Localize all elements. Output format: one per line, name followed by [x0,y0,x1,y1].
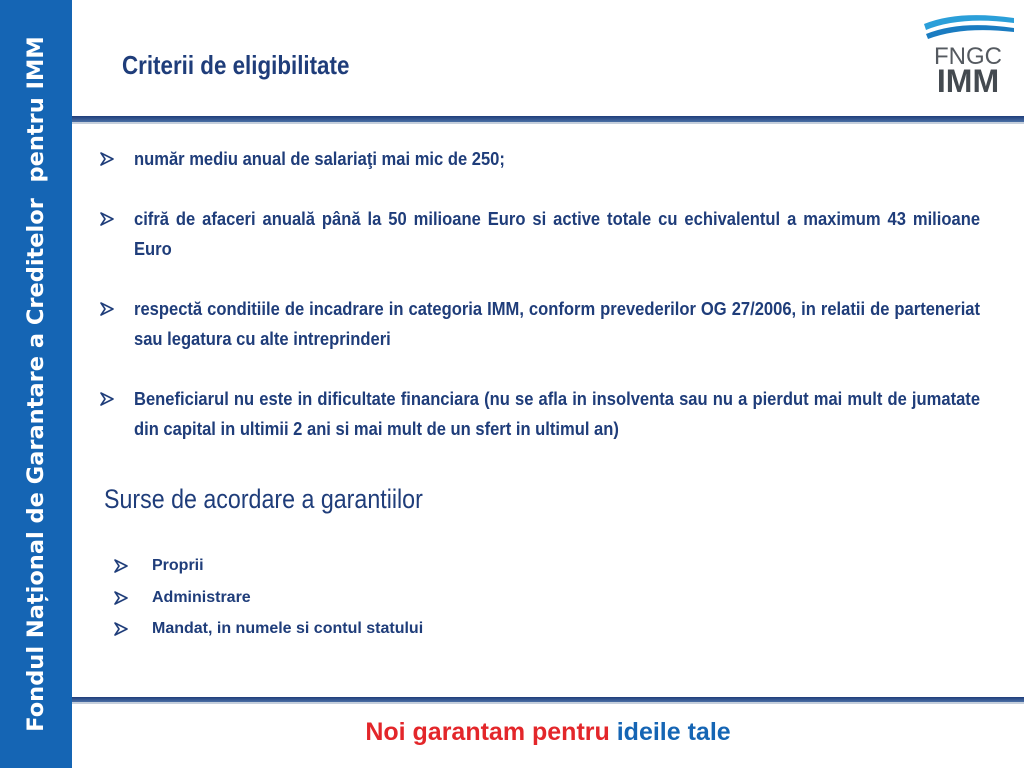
slogan-part-blue: ideile tale [616,718,731,746]
criterion-text: respectă conditiile de incadrare in categoria IMM, conform prevederilor OG 27/2006, in relatii de parteneriat sau legatura cu alte intreprinderi [134,299,981,349]
list-item [96,294,980,354]
list-item [112,582,423,614]
arrow-bullet-icon [114,559,128,573]
sources-heading: Surse de acordare a garantiilor [104,484,423,514]
list-item [96,204,980,264]
header-divider-shadow [72,122,1024,124]
arrow-bullet-icon [100,302,114,316]
logo-line2: IMM [936,63,1000,96]
arrow-bullet-icon [100,212,114,226]
list-item [96,144,980,174]
sources-list [112,550,423,645]
fngc-imm-logo [918,8,1018,96]
criterion-text: cifră de afaceri anuală până la 50 milioane Euro si active totale cu echivalentul a maximum 43 milioane Euro [134,209,981,259]
list-item [112,550,423,582]
source-item-text: Proprii [152,557,204,574]
footer-slogan [0,718,1024,747]
footer-divider-shadow [72,702,1024,704]
list-item [96,384,980,444]
sidebar [0,0,72,768]
arrow-bullet-icon [114,622,128,636]
slogan-part-red: Noi garantam pentru [365,718,617,746]
arrow-bullet-icon [100,152,114,166]
logo-line1: FNGC [934,43,1002,70]
slide-title: Criterii de eligibilitate [122,50,350,80]
eligibility-criteria-list [96,144,980,474]
criterion-text: Beneficiarul nu este in dificultate financiara (nu se afla in insolventa sau nu a pierdut mai mult de jumatate din capital in ultimii 2 ani si mai mult de un sfert in ultimul an) [134,389,981,439]
list-item [112,613,423,645]
arrow-bullet-icon [100,392,114,406]
arrow-bullet-icon [114,591,128,605]
source-item-text: Administrare [152,588,251,606]
source-item-text: Mandat, in numele si contul statului [152,620,424,637]
criterion-text: număr mediu anual de salariaţi mai mic de 250; [134,149,505,169]
sidebar-organization-name: Fondul Național de Garantare a Creditelor pentru IMM [23,36,49,732]
